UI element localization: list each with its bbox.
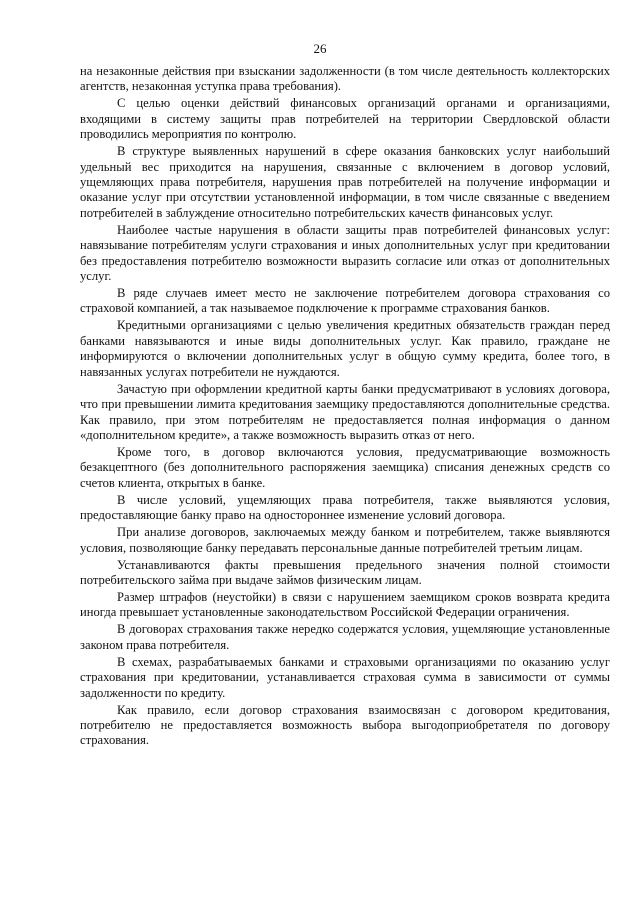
- paragraph: С целью оценки действий финансовых организаций органами и организациями, входящими в систему защиты прав потребителей на территории Свердловской области проводились мероприятия по контролю.: [80, 96, 610, 142]
- paragraph-continuation: на незаконные действия при взыскании задолженности (в том числе деятельность коллекторских агентств, незаконная уступка права требования).: [80, 64, 610, 94]
- paragraph: Устанавливаются факты превышения предельного значения полной стоимости потребительского займа при выдаче займов физическим лицам.: [80, 557, 610, 587]
- paragraph: Наиболее частые нарушения в области защиты прав потребителей финансовых услуг: навязывание потребителям услуги страхования и иных дополнительных услуг при кредитовании без предоставления потребителю возможности выразить согласие или отказ от дополнительных услуг.: [80, 222, 610, 284]
- paragraph: В структуре выявленных нарушений в сфере оказания банковских услуг наибольший удельный вес приходится на нарушения, связанные с включением в договор условий, ущемляющих права потребителя, нарушения прав потребителей на получение информации и оказание услуг при отсутствии установленной информации, в том числе связанные с введением потребителей в заблуждение относительно потребительских качеств финансовых услуг.: [80, 144, 610, 220]
- body-text: [80, 64, 610, 750]
- paragraph: В ряде случаев имеет место не заключение потребителем договора страхования со страховой компанией, а так называемое подключение к программе страхования банков.: [80, 286, 610, 316]
- paragraph: Как правило, если договор страхования взаимосвязан с договором кредитования, потребителю не предоставляется возможность выбора выгодоприобретателя по договору страхования.: [80, 702, 610, 748]
- paragraph: Кредитными организациями с целью увеличения кредитных обязательств граждан перед банками навязываются и иные виды дополнительных услуг. Как правило, граждане не информируются о включении дополнительных услуг в общую сумму кредита, более того, в навязанных услугах потребители не нуждаются.: [80, 318, 610, 379]
- paragraph: Кроме того, в договор включаются условия, предусматривающие возможность безакцептного (без дополнительного распоряжения заемщика) списания денежных средств со счетов клиента, открытых в банке.: [80, 444, 610, 490]
- paragraph: В схемах, разрабатываемых банками и страховыми организациями по оказанию услуг страхования при кредитовании, устанавливается страховая сумма в зависимости от суммы задолженности по кредиту.: [80, 654, 610, 700]
- paragraph: При анализе договоров, заключаемых между банком и потребителем, также выявляются условия, позволяющие банку передавать персональные данные потребителей третьим лицам.: [80, 525, 610, 555]
- page-number: 26: [313, 41, 327, 56]
- paragraph: В договорах страхования также нередко содержатся условия, ущемляющие установленные законом права потребителя.: [80, 622, 610, 652]
- paragraph: В числе условий, ущемляющих права потребителя, также выявляются условия, предоставляющие банку право на одностороннее изменение условий договора.: [80, 492, 610, 523]
- paragraph: Размер штрафов (неустойки) в связи с нарушением заемщиком сроков возврата кредита иногда превышает установленные законодательством Российской Федерации ограничения.: [80, 589, 610, 620]
- paragraph: Зачастую при оформлении кредитной карты банки предусматривают в условиях договора, что при превышении лимита кредитования заемщику предоставляются дополнительные средства. Как правило, при этом потребителям не предоставляется полная информация о данном «дополнительном кредите», а также возможность выразить отказ от него.: [80, 381, 610, 442]
